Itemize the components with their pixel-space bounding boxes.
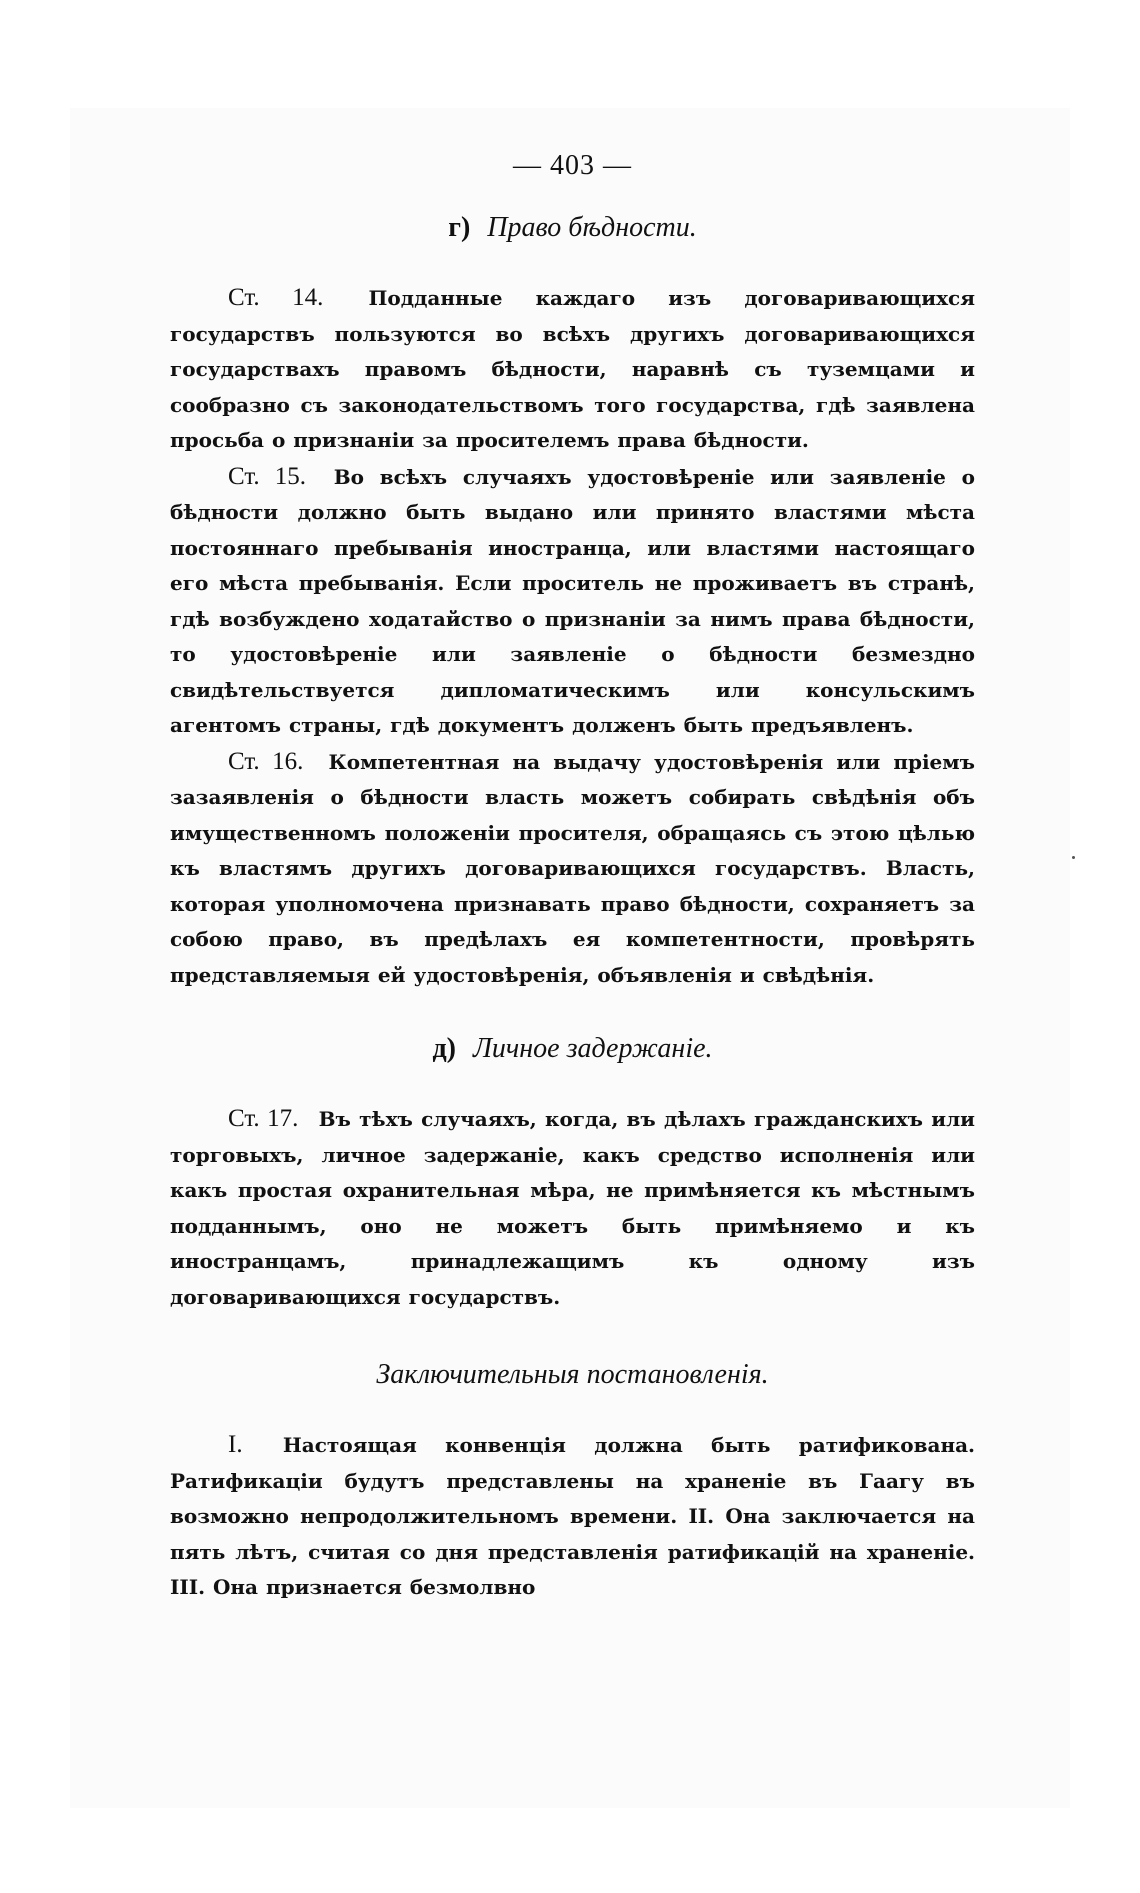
section-letter: г) bbox=[448, 212, 471, 243]
article-label: I. bbox=[228, 1431, 243, 1458]
article-text: Подданные каждаго изъ договаривающихся государствъ пользуются во всѣхъ другихъ договаривающихся государствахъ правомъ бѣдности, наравнѣ съ туземцами и сообразно съ законодательствомъ того государства, гдѣ заявлена просьба о признаніи за просителемъ права бѣдности. bbox=[170, 286, 975, 452]
article-17 bbox=[170, 1101, 975, 1315]
article-15 bbox=[170, 459, 975, 744]
article-16 bbox=[170, 744, 975, 994]
article-text: Во всѣхъ случаяхъ удостовѣреніе или заявленіе о бѣдности должно быть выдано или принято властями мѣста постояннаго пребыванія иностранца, или властями настоящаго его мѣста пребыванія. Если проситель не проживаетъ въ странѣ, гдѣ возбуждено ходатайство о признаніи за нимъ права бѣдности, то удостовѣреніе или заявленіе о бѣдности безмездно свидѣтельствуется дипломатическимъ или консульскимъ агентомъ страны, гдѣ документъ долженъ быть предъявленъ. bbox=[170, 464, 976, 737]
final-provisions-text bbox=[170, 1427, 975, 1606]
article-label: Ст. 16. bbox=[228, 747, 304, 775]
section-heading-personal-detention bbox=[170, 1033, 975, 1065]
article-14 bbox=[170, 280, 975, 459]
margin-mark bbox=[1072, 856, 1075, 859]
article-text: Въ тѣхъ случаяхъ, когда, въ дѣлахъ гражданскихъ или торговыхъ, личное задержаніе, какъ средство исполненія или какъ простая охранительная мѣра, не примѣняется къ мѣстнымъ подданнымъ, оно не можетъ быть примѣняемо и къ иностранцамъ, принадлежащимъ къ одному изъ договаривающихся государствъ. bbox=[170, 1107, 976, 1309]
article-text: Настоящая конвенція должна быть ратификована. Ратификаціи будутъ представлены на храненіе въ Гаагу въ возможно непродолжительномъ времени. II. Она заключается на пять лѣтъ, считая со дня представленія ратификацій на храненіе. III. Она признается безмолвно bbox=[170, 1433, 975, 1599]
section-heading-final-provisions: Заключительныя постановленія. bbox=[376, 1359, 769, 1390]
spacer bbox=[170, 1315, 975, 1343]
section-heading-poverty-right bbox=[170, 212, 975, 244]
article-label: Ст. 14. bbox=[228, 284, 324, 311]
article-label: Ст. 17. bbox=[228, 1105, 299, 1132]
section-letter: д) bbox=[432, 1033, 456, 1064]
article-label: Ст. 15. bbox=[228, 462, 306, 490]
section-title: Личное задержаніе. bbox=[472, 1033, 713, 1064]
section-title: Право бѣдности. bbox=[487, 212, 697, 243]
spacer bbox=[170, 993, 975, 1033]
page-number: — 403 — bbox=[513, 150, 632, 181]
document-page bbox=[170, 150, 975, 1606]
article-text: Компетентная на выдачу удостовѣренія или пріемъ зазаявленія о бѣдности власть можетъ собирать свѣдѣнія объ имущественномъ положеніи просителя, обращаясь съ этою цѣлью къ властямъ другихъ договаривающихся государствъ. Власть, которая уполномочена признавать право бѣдности, сохраняетъ за собою право, въ предѣлахъ ея компетентности, провѣрять представляемыя ей удостовѣренія, объявленія и свѣдѣнія. bbox=[170, 749, 976, 987]
